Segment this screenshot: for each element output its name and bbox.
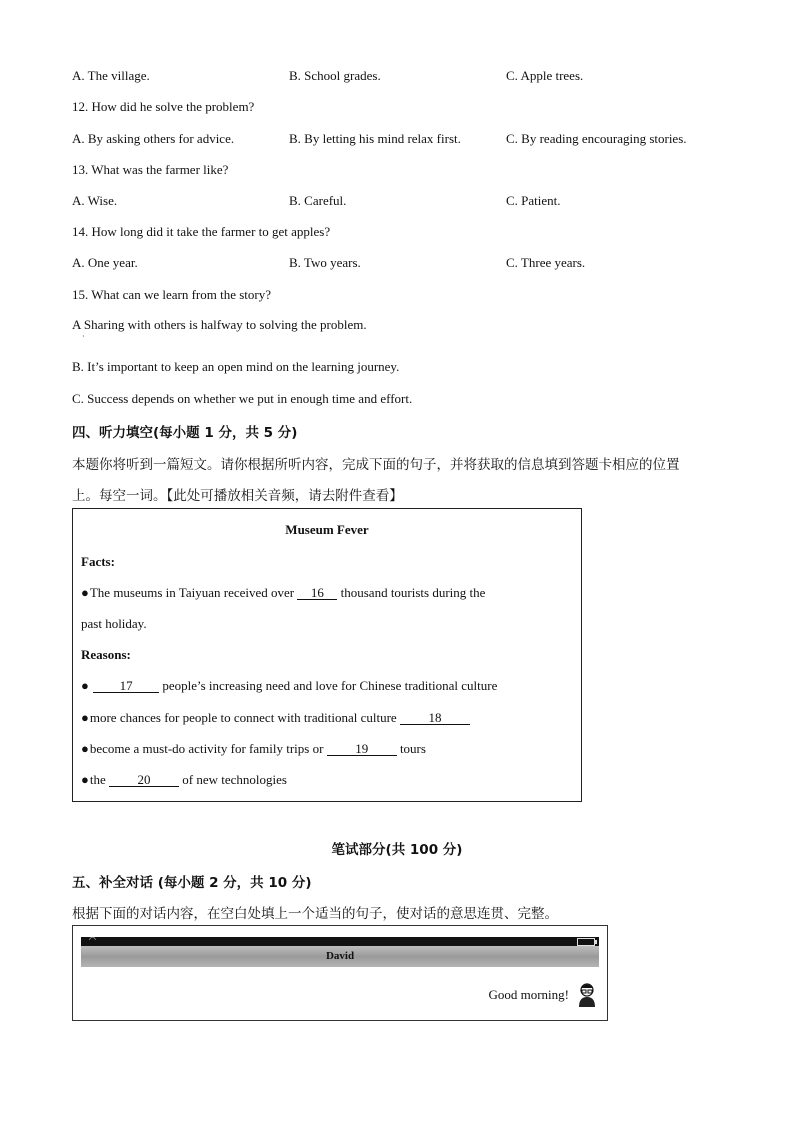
q12-option-c: C. By reading encouraging stories.: [506, 131, 687, 146]
reason-3: ●become a must-do activity for family trips or 19 tours: [81, 741, 426, 756]
blank-19[interactable]: 19: [327, 742, 397, 756]
chat-screenshot: [72, 925, 608, 1021]
section4-instruction-line1: 本题你将听到一篇短文。请你根据所听内容，完成下面的句子，并将获取的信息填到答题卡相应的位置: [72, 457, 680, 473]
avatar-icon: [577, 982, 597, 1008]
bullet-icon: ●: [81, 585, 89, 600]
phone-status-bar: [81, 937, 599, 946]
bullet-icon: ●: [81, 710, 89, 725]
q15-question: 15. What can we learn from the story?: [72, 287, 272, 302]
q13-question: 13. What was the farmer like?: [72, 162, 229, 177]
q15-option-a: A Sharing with others is halfway to solving the problem.: [72, 317, 367, 332]
chat-message: Good morning!: [488, 987, 569, 1002]
q15-option-c: C. Success depends on whether we put in enough time and effort.: [72, 391, 413, 406]
contact-name: David: [325, 950, 355, 962]
blank-20[interactable]: 20: [109, 773, 179, 787]
battery-icon: [577, 938, 595, 946]
q14-question: 14. How long did it take the farmer to get apples?: [72, 224, 331, 239]
bullet-icon: ●: [81, 741, 89, 756]
box-title: Museum Fever: [285, 522, 369, 537]
fact-1-line2: past holiday.: [81, 616, 147, 631]
q11-option-a: A. The village.: [72, 68, 150, 83]
q13-option-c: C. Patient.: [506, 193, 561, 208]
q14-option-c: C. Three years.: [506, 255, 586, 270]
q15-option-b: B. It’s important to keep an open mind on the learning journey.: [72, 359, 400, 374]
wifi-icon: ◠: [89, 935, 96, 944]
q11-option-b: B. School grades.: [289, 68, 381, 83]
chat-header: [81, 946, 599, 967]
reasons-label: Reasons:: [81, 647, 131, 662]
q14-option-b: B. Two years.: [289, 255, 361, 270]
reason-1: ● 17 people’s increasing need and love for Chinese traditional culture: [81, 678, 498, 693]
reason-2: ●more chances for people to connect with traditional culture 18: [81, 710, 470, 726]
q14-option-a: A. One year.: [72, 255, 138, 270]
reason-4: ●the 20 of new technologies: [81, 772, 287, 787]
q13-option-b: B. Careful.: [289, 193, 347, 208]
museum-fever-box: [72, 508, 582, 802]
blank-16[interactable]: 16: [297, 586, 337, 600]
stray-dot: ·: [82, 332, 85, 341]
section5-heading: 五、补全对话 (每小题 2 分，共 10 分): [72, 875, 312, 891]
section5-instruction: 根据下面的对话内容，在空白处填上一个适当的句子，使对话的意思连贯、完整。: [72, 906, 558, 922]
blank-17[interactable]: 17: [93, 679, 159, 693]
bullet-icon: ●: [81, 678, 89, 693]
blank-18[interactable]: 18: [400, 711, 470, 725]
q12-option-b: B. By letting his mind relax first.: [289, 131, 461, 146]
q12-option-a: A. By asking others for advice.: [72, 131, 235, 146]
section4-instruction-line2: 上。每空一词。【此处可播放相关音频，请去附件查看】: [72, 488, 403, 504]
q11-option-c: C. Apple trees.: [506, 68, 584, 83]
q13-option-a: A. Wise.: [72, 193, 118, 208]
bullet-icon: ●: [81, 772, 89, 787]
section4-heading: 四、听力填空(每小题 1 分，共 5 分): [72, 425, 298, 441]
facts-label: Facts:: [81, 554, 115, 569]
q12-question: 12. How did he solve the problem?: [72, 99, 255, 114]
written-part-heading: 笔试部分(共 100 分): [331, 842, 463, 858]
fact-1: ●The museums in Taiyuan received over 16 thousand tourists during the: [81, 585, 486, 600]
